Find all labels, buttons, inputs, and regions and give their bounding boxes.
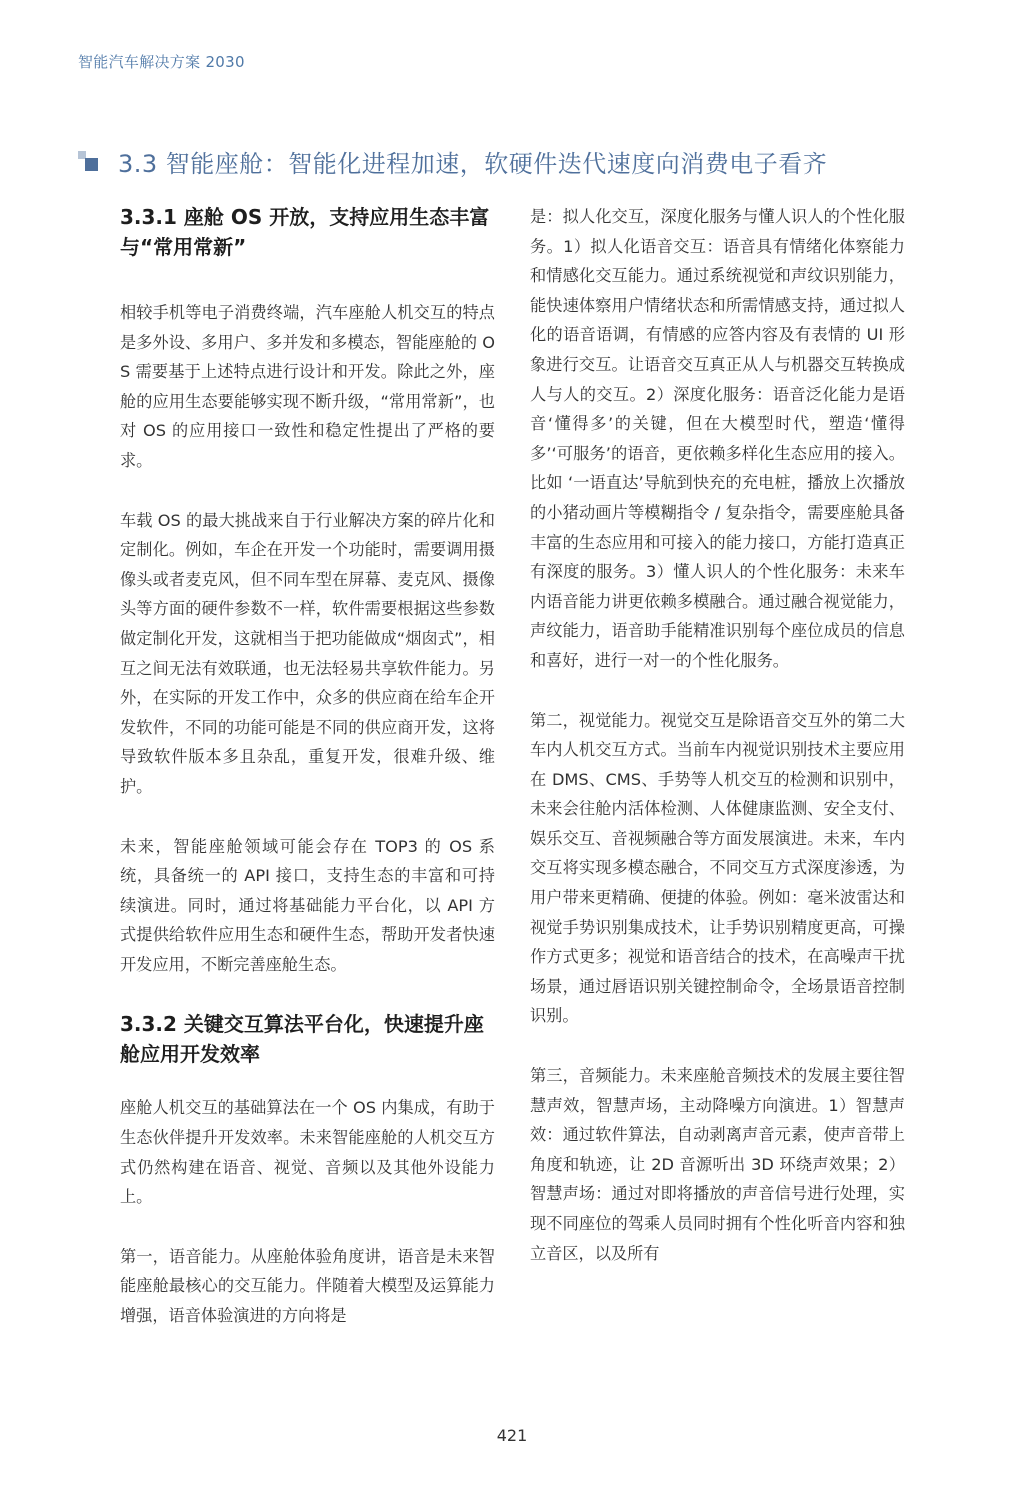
page-number: 421 <box>496 1426 528 1445</box>
paragraph: 相较手机等电子消费终端，汽车座舱人机交互的特点是多外设、多用户、多并发和多模态，智能座舱的 OS 需要基于上述特点进行设计和开发。除此之外，座舱的应用生态要能够实现不断升级，“常用常新”，也对 OS 的应用接口一致性和稳定性提出了严格的要求。 <box>120 303 495 470</box>
section-heading <box>78 144 958 179</box>
paragraph: 第二，视觉能力。视觉交互是除语音交互外的第二大车内人机交互方式。当前车内视觉识别技术主要应用在 DMS、CMS、手势等人机交互的检测和识别中，未来会往舱内活体检测、人体健康监测、安全支付、娱乐交互、音视频融合等方面发展演进。未来，车内交互将实现多模态融合，不同交互方式深度渗透，为用户带来更精确、便捷的体验。例如：毫米波雷达和视觉手势识别集成技术，让手势识别精度更高，可操作方式更多；视觉和语音结合的技术，在高噪声干扰场景，通过唇语识别关键控制命令，全场景语音控制识别。 <box>530 710 905 1026</box>
paragraph: 是：拟人化交互，深度化服务与懂人识人的个性化服务。1）拟人化语音交互：语音具有情绪化体察能力和情感化交互能力。通过系统视觉和声纹识别能力，能快速体察用户情绪状态和所需情感支持，通过拟人化的语音语调，有情感的应答内容及有表情的 UI 形象进行交互。让语音交互真正从人与机器交互转换成人与人的交互。2）深度化服务：语音泛化能力是语音‘懂得多’的关键，但在大模型时代，塑造‘懂得多’‘可服务’的语音，更依赖多样化生态应用的接入。比如 ‘一语直达’导航到快充的充电桩，播放上次播放的小猪动画片等模糊指令 / 复杂指令，需要座舱具备丰富的生态应用和可接入的能力接口，方能打造真正有深度的服务。3）懂人识人的个性化服务：未来车内语音能力讲更依赖多模融合。通过融合视觉能力，声纹能力，语音助手能精准识别每个座位成员的信息和喜好，进行一对一的个性化服务。 <box>530 207 905 670</box>
section-square-icon <box>78 151 100 173</box>
paragraph: 座舱人机交互的基础算法在一个 OS 内集成，有助于生态伙伴提升开发效率。未来智能座舱的人机交互方式仍然构建在语音、视觉、音频以及其他外设能力上。 <box>120 1098 495 1207</box>
paragraph: 第一，语音能力。从座舱体验角度讲，语音是未来智能座舱最核心的交互能力。伴随着大模型及运算能力增强，语音体验演进的方向将是 <box>120 1246 495 1326</box>
running-header-title: 智能汽车解决方案 2030 <box>78 53 245 71</box>
section-title: 3.3 智能座舱：智能化进程加速，软硬件迭代速度向消费电子看齐 <box>118 150 828 178</box>
paragraph: 未来，智能座舱领域可能会存在 TOP3 的 OS 系统，具备统一的 API 接口，支持生态的丰富和可持续演进。同时，通过将基础能力平台化，以 API 方式提供给软件应用生态和硬件生态，帮助开发者快速开发应用，不断完善座舱生态。 <box>120 836 495 974</box>
paragraph: 车载 OS 的最大挑战来自于行业解决方案的碎片化和定制化。例如，车企在开发一个功能时，需要调用摄像头或者麦克风，但不同车型在屏幕、麦克风、摄像头等方面的硬件参数不一样，软件需要根据这些参数做定制化开发，这就相当于把功能做成“烟囱式”，相互之间无法有效联通，也无法轻易共享软件能力。另外，在实际的开发工作中，众多的供应商在给车企开发软件，不同的功能可能是不同的供应商开发，这将导致软件版本多且杂乱，重复开发，很难升级、维护。 <box>120 510 495 796</box>
subsection-title-3-3-2: 3.3.2 关键交互算法平台化，快速提升座舱应用开发效率 <box>120 1012 484 1067</box>
subsection-title-3-3-1: 3.3.1 座舱 OS 开放，支持应用生态丰富与“常用常新” <box>120 205 490 259</box>
right-column <box>530 202 905 1298</box>
left-column <box>120 202 495 1361</box>
paragraph: 第三，音频能力。未来座舱音频技术的发展主要往智慧声效，智慧声场，主动降噪方向演进。1）智慧声效：通过软件算法，自动剥离声音元素，使声音带上角度和轨迹，让 2D 音源听出 3D 环绕声效果；2）智慧声场：通过对即将播放的声音信号进行处理，实现不同座位的驾乘人员同时拥有个性化听音内容和独立音区，以及所有 <box>530 1066 905 1263</box>
